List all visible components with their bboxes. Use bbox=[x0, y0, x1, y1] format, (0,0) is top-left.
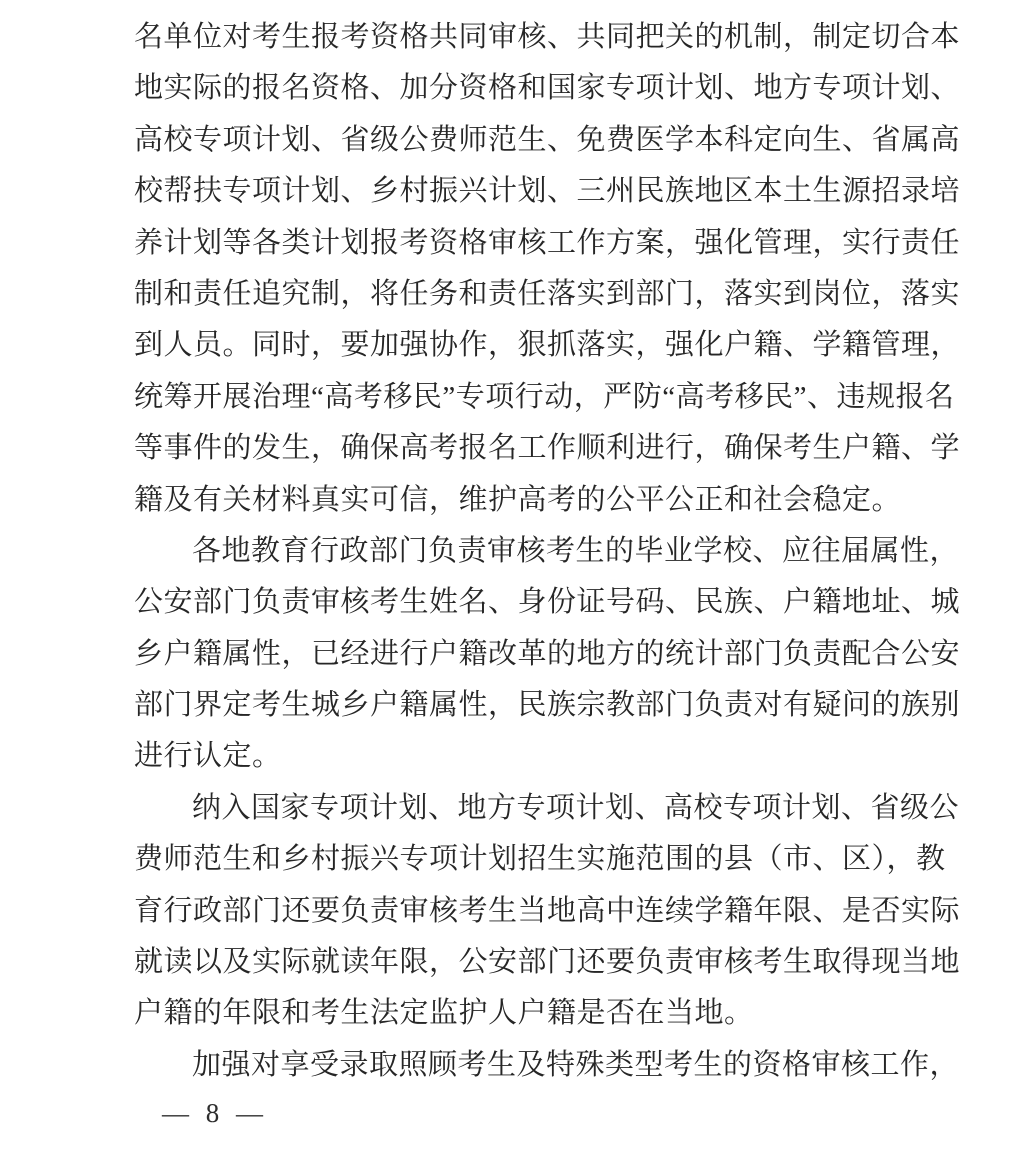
text-line: 籍及有关材料真实可信，维护高考的公平公正和社会稳定。 bbox=[134, 483, 902, 516]
text-line: 育行政部门还要负责审核考生当地高中连续学籍年限、是否实际 bbox=[134, 894, 961, 927]
text-line: 各地教育行政部门负责审核考生的毕业学校、应往届属性， bbox=[192, 534, 960, 567]
text-line: 到人员。同时，要加强协作，狠抓落实，强化户籍、学籍管理， bbox=[134, 329, 961, 362]
text-line: 养计划等各类计划报考资格审核工作方案，强化管理，实行责任 bbox=[134, 226, 961, 259]
text-line: 进行认定。 bbox=[134, 740, 282, 773]
text-line: 校帮扶专项计划、乡村振兴计划、三州民族地区本土生源招录培 bbox=[134, 175, 961, 208]
text-line: 户籍的年限和考生法定监护人户籍是否在当地。 bbox=[134, 997, 754, 1030]
text-line: 公安部门负责审核考生姓名、身份证号码、民族、户籍地址、城 bbox=[134, 586, 961, 619]
text-line: 就读以及实际就读年限，公安部门还要负责审核考生取得现当地 bbox=[134, 946, 961, 979]
page-number: — 8 — bbox=[162, 1098, 268, 1128]
text-line: 乡户籍属性，已经进行户籍改革的地方的统计部门负责配合公安 bbox=[134, 637, 961, 670]
text-line: 加强对享受录取照顾考生及特殊类型考生的资格审核工作， bbox=[192, 1048, 960, 1081]
text-line: 费师范生和乡村振兴专项计划招生实施范围的县（市、区），教 bbox=[134, 843, 946, 876]
text-line: 制和责任追究制，将任务和责任落实到部门，落实到岗位，落实 bbox=[134, 277, 961, 310]
text-line: 地实际的报名资格、加分资格和国家专项计划、地方专项计划、 bbox=[134, 72, 961, 105]
text-line: 部门界定考生城乡户籍属性，民族宗教部门负责对有疑问的族别 bbox=[134, 689, 961, 722]
text-line: 名单位对考生报考资格共同审核、共同把关的机制，制定切合本 bbox=[134, 21, 961, 53]
text-line: 纳入国家专项计划、地方专项计划、高校专项计划、省级公 bbox=[192, 791, 960, 824]
document-body-text bbox=[134, 12, 961, 1091]
text-line: 高校专项计划、省级公费师范生、免费医学本科定向生、省属高 bbox=[134, 123, 961, 156]
text-line: 统筹开展治理“高考移民”专项行动，严防“高考移民”、违规报名 bbox=[134, 380, 955, 413]
text-line: 等事件的发生，确保高考报名工作顺利进行，确保考生户籍、学 bbox=[134, 432, 961, 465]
